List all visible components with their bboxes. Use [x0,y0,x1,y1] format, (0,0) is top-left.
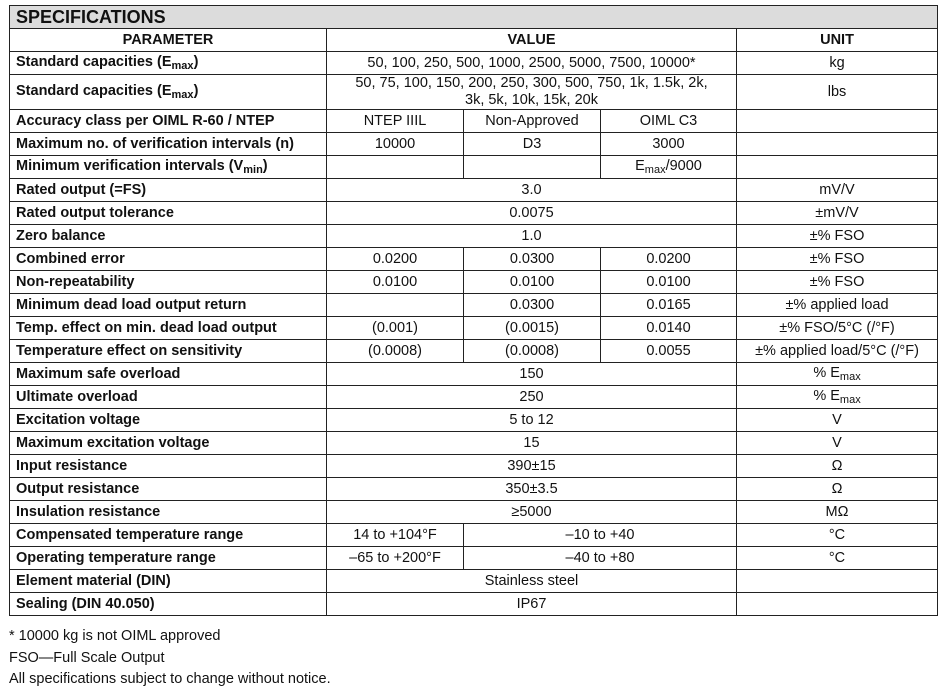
value-cell: 0.0165 [601,294,737,317]
parameter-cell: Accuracy class per OIML R-60 / NTEP [10,110,327,133]
value-cell: $E_{max}/9000$ [601,156,737,179]
footnote-oiml: * 10000 kg is not OIML approved [9,628,221,644]
parameter-cell: Combined error [10,248,327,271]
value-cell: 14 to +104°F [327,524,464,547]
table-row [10,75,938,110]
unit-cell: ±% FSO [737,248,938,271]
unit-cell [737,133,938,156]
parameter-cell: Maximum no. of verification intervals (n) [10,133,327,156]
value-cell: D3 [464,133,601,156]
specifications-table [9,5,938,616]
table-row [10,547,938,570]
parameter-cell: Standard capacities $(E_{max})$ [10,52,327,75]
value-cell [464,156,601,179]
parameter-cell: Rated output tolerance [10,202,327,225]
table-row [10,340,938,363]
parameter-cell: Minimum verification intervals $(V_{min})$ [10,156,327,179]
unit-cell: % $E_{max}$ [737,386,938,409]
parameter-cell: Operating temperature range [10,547,327,570]
table-header-row [10,29,938,52]
table-row [10,363,938,386]
value-cell: 0.0100 [327,271,464,294]
header-unit: UNIT [737,29,938,52]
parameter-cell: Rated output (=FS) [10,179,327,202]
value-cell: 0.0100 [464,271,601,294]
value-cell: 0.0200 [327,248,464,271]
specifications-table-wrapper [9,5,937,616]
parameter-cell: Output resistance [10,478,327,501]
unit-cell: ±% applied load [737,294,938,317]
table-row [10,294,938,317]
table-row [10,52,938,75]
parameter-cell: Non-repeatability [10,271,327,294]
table-row [10,524,938,547]
table-title-row [10,6,938,29]
value-cell: NTEP IIIL [327,110,464,133]
value-cell: 0.0075 [327,202,737,225]
parameter-cell: Element material (DIN) [10,570,327,593]
value-cell: –65 to +200°F [327,547,464,570]
unit-cell: mV/V [737,179,938,202]
unit-cell [737,156,938,179]
parameter-cell: Zero balance [10,225,327,248]
table-row [10,409,938,432]
value-cell: Stainless steel [327,570,737,593]
unit-cell [737,593,938,616]
value-cell: 150 [327,363,737,386]
unit-cell: ±% FSO [737,271,938,294]
value-cell: 3000 [601,133,737,156]
value-cell: 3.0 [327,179,737,202]
value-cell: 5 to 12 [327,409,737,432]
value-cell: 250 [327,386,737,409]
value-cell: –40 to +80 [464,547,737,570]
unit-cell: V [737,432,938,455]
table-row [10,386,938,409]
value-cell [327,156,464,179]
value-cell [327,294,464,317]
parameter-cell: Excitation voltage [10,409,327,432]
value-cell: Non-Approved [464,110,601,133]
value-cell: 10000 [327,133,464,156]
value-cell: (0.001) [327,317,464,340]
footnote-fso: FSO—Full Scale Output [9,649,165,666]
header-value: VALUE [327,29,737,52]
table-title: SPECIFICATIONS [10,6,938,29]
parameter-cell: Maximum safe overload [10,363,327,386]
table-row [10,110,938,133]
unit-cell: Ω [737,478,938,501]
table-row [10,432,938,455]
value-cell: OIML C3 [601,110,737,133]
table-row [10,156,938,179]
parameter-cell: Minimum dead load output return [10,294,327,317]
unit-cell: ±mV/V [737,202,938,225]
value-cell: (0.0008) [464,340,601,363]
value-cell: 0.0300 [464,294,601,317]
unit-cell: ±% FSO/5°C (/°F) [737,317,938,340]
value-cell: 0.0100 [601,271,737,294]
unit-cell: MΩ [737,501,938,524]
parameter-cell: Compensated temperature range [10,524,327,547]
unit-cell [737,110,938,133]
table-row [10,248,938,271]
parameter-cell: Input resistance [10,455,327,478]
header-parameter: PARAMETER [10,29,327,52]
value-cell: 0.0140 [601,317,737,340]
footnotes [9,626,331,691]
value-cell: IP67 [327,593,737,616]
footnote-disclaimer: All specifications subject to change without notice. [9,671,331,687]
table-row [10,593,938,616]
unit-cell: Ω [737,455,938,478]
value-cell: 15 [327,432,737,455]
unit-cell: % $E_{max}$ [737,363,938,386]
unit-cell: lbs [737,75,938,110]
unit-cell [737,570,938,593]
value-cell: –10 to +40 [464,524,737,547]
parameter-cell: Temp. effect on min. dead load output [10,317,327,340]
value-cell: 0.0055 [601,340,737,363]
parameter-cell: Insulation resistance [10,501,327,524]
table-row [10,501,938,524]
table-row [10,133,938,156]
value-cell: 390±15 [327,455,737,478]
value-cell: 1.0 [327,225,737,248]
parameter-cell: Standard capacities $(E_{max})$ [10,75,327,110]
parameter-cell: Temperature effect on sensitivity [10,340,327,363]
table-row [10,455,938,478]
table-row [10,225,938,248]
table-row [10,570,938,593]
value-cell: 50, 100, 250, 500, 1000, 2500, 5000, 7500, 10000* [327,52,737,75]
unit-cell: °C [737,547,938,570]
parameter-cell: Ultimate overload [10,386,327,409]
table-row [10,202,938,225]
parameter-cell: Sealing (DIN 40.050) [10,593,327,616]
unit-cell: ±% FSO [737,225,938,248]
value-cell: 0.0200 [601,248,737,271]
value-cell: ≥5000 [327,501,737,524]
table-row [10,317,938,340]
table-row [10,179,938,202]
value-cell: 350±3.5 [327,478,737,501]
value-cell: (0.0008) [327,340,464,363]
unit-cell: °C [737,524,938,547]
unit-cell: ±% applied load/5°C (/°F) [737,340,938,363]
value-cell: 0.0300 [464,248,601,271]
unit-cell: kg [737,52,938,75]
value-cell: (0.0015) [464,317,601,340]
value-cell: 50, 75, 100, 150, 200, 250, 300, 500, 750, 1k, 1.5k, 2k, 3k, 5k, 10k, 15k, 20k [327,75,737,110]
table-row [10,271,938,294]
unit-cell: V [737,409,938,432]
parameter-cell: Maximum excitation voltage [10,432,327,455]
table-row [10,478,938,501]
